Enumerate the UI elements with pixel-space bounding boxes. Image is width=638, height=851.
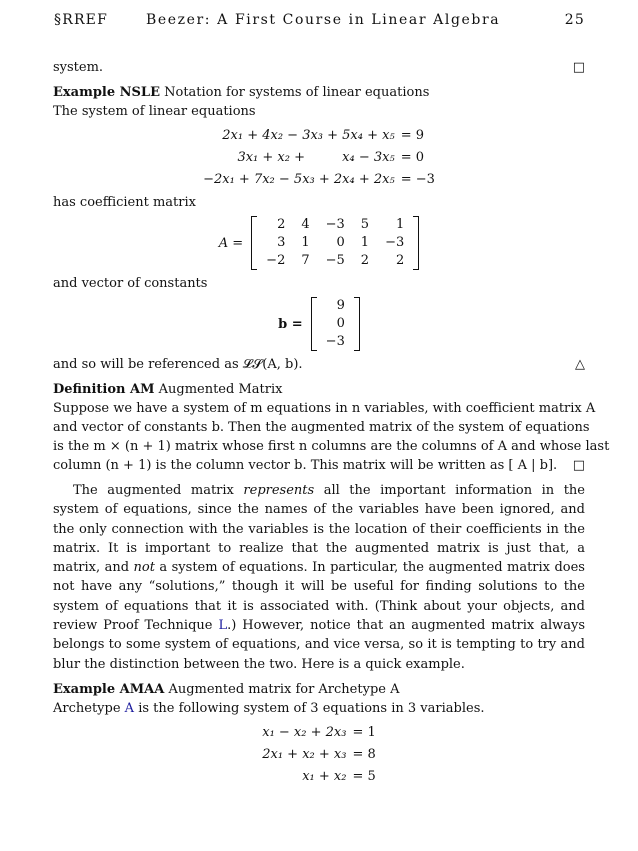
matrix-cell: 5 — [360, 217, 370, 232]
example-label: Example AMAA — [53, 681, 165, 697]
vector-label: b = — [278, 316, 303, 332]
matrix-cell: 0 — [336, 235, 345, 250]
equation-rhs: = 8 — [352, 746, 376, 762]
equation-rhs: = 9 — [400, 128, 424, 143]
definition-am — [53, 380, 610, 475]
equation-lhs: 2x₁ + x₂ + x₃ — [262, 746, 347, 762]
definition-line: and vector of constants b. Then the augmented matrix of the system of equations — [53, 420, 590, 435]
vector-cell: 9 — [336, 298, 345, 313]
matrix-cell: −3 — [325, 217, 345, 232]
matrix-cell: −3 — [385, 235, 405, 250]
matrix-cell: 2 — [395, 253, 405, 268]
page-content — [53, 58, 610, 790]
paragraph-text: The augmented matrix — [73, 483, 244, 498]
equation-rhs: = 5 — [352, 768, 376, 784]
continuation-text: system. — [53, 60, 104, 75]
qed-box-icon: □ — [572, 60, 585, 75]
archetype-link[interactable]: A — [124, 700, 135, 716]
coefficient-matrix — [251, 216, 419, 270]
reference-expression: 𝓛𝓢(A, b). — [242, 357, 303, 372]
running-title: Beezer: A First Course in Linear Algebra — [146, 12, 501, 28]
paragraph-text: .) However, notice that an augmented matrix always belongs to some system of equations, and vice versa, so it is tempting to try and blur the distinction between the two. Here is a quick example. — [53, 618, 585, 672]
matrix-cell: 2 — [277, 217, 286, 232]
matrix-cell: 3 — [277, 235, 286, 250]
matrix-cell: 1 — [395, 217, 405, 232]
matrix-cell: −2 — [266, 253, 286, 268]
example-nsle — [53, 83, 585, 374]
example-title: Augmented matrix for Archetype A — [168, 681, 400, 697]
definition-line: Suppose we have a system of m equations in n variables, with coefficient matrix A — [53, 401, 596, 416]
page-number: 25 — [564, 12, 585, 28]
matrix-label: A = — [218, 235, 244, 251]
matrix-cell: 2 — [360, 253, 370, 268]
continuation-line — [53, 58, 585, 77]
triangle-end-icon: △ — [575, 357, 585, 372]
matrix-cell: 4 — [301, 217, 310, 232]
reference-text: and so will be referenced as — [53, 357, 239, 372]
equation-lhs: x₁ − x₂ + 2x₃ — [262, 724, 347, 740]
proof-technique-link[interactable]: L — [218, 618, 228, 634]
paragraph-text: a system of equations. In particular, the augmented matrix does not have any “solutions,” though it will be useful for finding solutions to the system of equations that it is associated with. (Think about your objects, and review Proof Technique — [53, 560, 585, 634]
qed-box-icon: □ — [572, 458, 585, 473]
equation-rhs: = 1 — [352, 724, 376, 740]
vector-cell: 0 — [336, 316, 345, 331]
example-intro: The system of linear equations — [53, 104, 256, 119]
definition-line: is the m × (n + 1) matrix whose first n columns are the columns of A and whose last — [53, 439, 610, 454]
equation-rhs: = 0 — [400, 150, 424, 165]
emphasis-represents: represents — [243, 483, 315, 498]
example-intro: is the following system of 3 equations in 3 variables. — [134, 700, 485, 716]
matrix-display — [53, 216, 585, 270]
paragraph-text: all the important information in the system of equations, since the names of the variables have been ignored, and the only connection with the variables is the location of their coefficients in the matrix. It is important to realize that the augmented matrix is just that, a matrix, and — [53, 483, 585, 576]
matrix-cell: −5 — [325, 253, 345, 268]
matrix-cell: 1 — [360, 235, 370, 250]
example-intro: Archetype — [53, 700, 125, 716]
definition-line: column (n + 1) is the column vector b. This matrix will be written as [ A | b]. — [53, 458, 558, 473]
equation-lhs: −2x₁ + 7x₂ − 5x₃ + 2x₄ + 2x₅ — [203, 172, 395, 187]
coefficient-text: has coefficient matrix — [53, 195, 196, 210]
equation-lhs: 3x₁ + x₂ + x₄ − 3x₅ — [237, 150, 395, 165]
section-label: §RREF — [54, 12, 109, 28]
vector-cell: −3 — [325, 334, 345, 349]
example-amaa — [53, 680, 585, 788]
body-paragraph — [53, 481, 585, 674]
equation-system — [262, 722, 376, 788]
emphasis-not: not — [133, 560, 155, 576]
page-header — [54, 12, 585, 34]
definition-title: Augmented Matrix — [158, 382, 283, 397]
equation-system — [203, 125, 435, 191]
equation-lhs: x₁ + x₂ — [302, 768, 347, 784]
vector-display — [53, 297, 585, 351]
example-title: Notation for systems of linear equations — [164, 85, 430, 100]
definition-label: Definition AM — [53, 382, 155, 397]
matrix-cell: 1 — [301, 235, 310, 250]
constant-vector — [311, 297, 360, 351]
equation-lhs: 2x₁ + 4x₂ − 3x₃ + 5x₄ + x₅ — [222, 128, 395, 143]
equation-rhs: = −3 — [400, 172, 435, 187]
constants-text: and vector of constants — [53, 276, 208, 291]
example-label: Example NSLE — [53, 85, 160, 100]
matrix-cell: 7 — [301, 253, 310, 268]
